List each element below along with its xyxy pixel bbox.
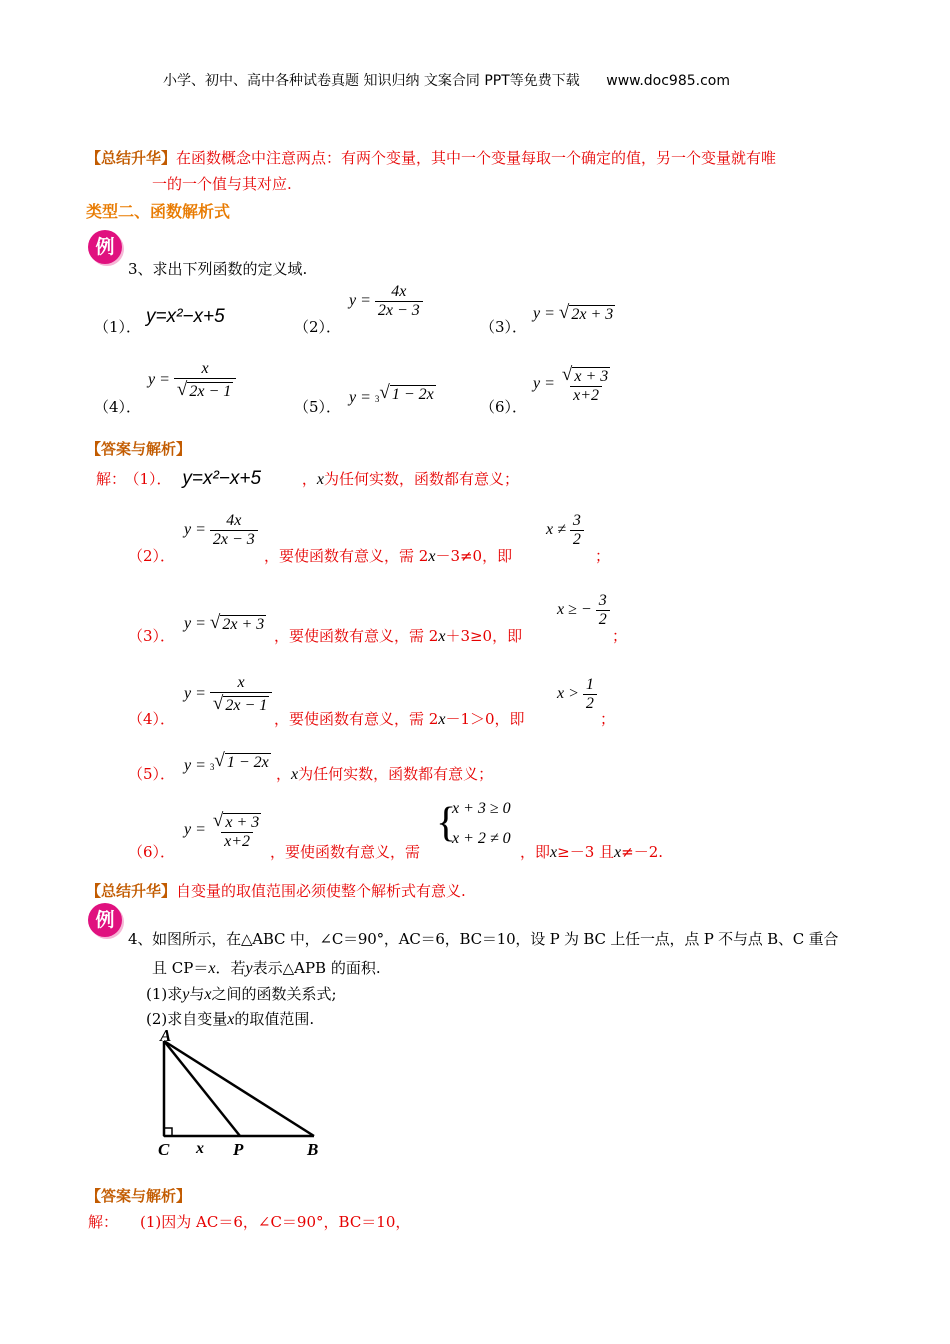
label-p: P <box>233 1140 244 1159</box>
sol4-line-1: 解： (1)因为 AC＝6，∠C＝90°，BC＝10， <box>88 1213 411 1231</box>
sol3-formula-4: y = x √ 2x − 1 <box>184 674 272 715</box>
ex4-q2: (2)求自变量x的取值范围. <box>146 1010 315 1028</box>
ex4-line-1: 4、如图所示，在△ABC 中，∠C＝90°，AC＝6，BC＝10，设 P 为 BC 上任一点，点 P 不与点 B、C 重合 <box>128 930 839 948</box>
sol3-label-3: （3）． <box>128 627 176 645</box>
sol3-formula-2: y = $\frac{4x}{2x - 3}$ <box>184 512 258 549</box>
sol3-label-4: （4）． <box>128 710 176 728</box>
label-x: x <box>196 1140 204 1157</box>
example-badge-icon: 例 <box>88 903 122 937</box>
sol3-formula-5: y = 3 √ 1 − 2x <box>184 750 269 774</box>
formula-1: y=x²−x+5 <box>146 306 225 327</box>
sol3-label-5: （5）． <box>128 765 176 783</box>
page-header <box>163 70 730 90</box>
summary-2: 【总结升华】自变量的取值范围必须使整个解析式有意义. <box>86 882 466 900</box>
sol3-formula-6: y = √ x + 3 x+2 <box>184 810 260 850</box>
triangle-figure <box>150 1025 340 1160</box>
ex3-question: 3、求出下列函数的定义域. <box>128 260 308 278</box>
answer-tag: 【答案与解析】 <box>86 440 192 458</box>
segment-ap <box>164 1041 240 1136</box>
label-b: B <box>307 1140 319 1159</box>
header-url[interactable]: www.doc985.com <box>606 73 730 89</box>
sol3-text-2: ，要使函数有意义，需 2x－3≠0，即 <box>264 547 513 565</box>
answer-tag-2: 【答案与解析】 <box>86 1187 192 1205</box>
ex3-label-3: （3）． <box>480 318 528 336</box>
formula-5: y = 3 √ 1 − 2x <box>349 382 434 406</box>
side-ab <box>164 1041 314 1136</box>
sol3-end-4: ； <box>600 710 616 728</box>
ex4-q1: (1)求y与x之间的函数关系式; <box>146 985 337 1003</box>
sol3-text-6b: ，即x≥－3 且x≠－2. <box>520 843 664 861</box>
sol3-result-3: x ≥ − $\frac{3}{2}$ <box>557 592 610 629</box>
ex3-label-1: （1）． <box>94 318 142 336</box>
label-a: A <box>160 1026 172 1045</box>
sol3-result-2: x ≠ $\frac{3}{2}$ <box>546 512 584 549</box>
header-text: 小学、初中、高中各种试卷真题 知识归纳 文案合同 PPT等免费下载 <box>163 73 580 89</box>
ex4-line-2: 且 CP＝x．若y表示△APB 的面积. <box>152 959 381 977</box>
ex3-label-6: （6）． <box>480 398 528 416</box>
ex3-label-2: （2）． <box>294 318 342 336</box>
sol3-label-2: （2）． <box>128 547 176 565</box>
sol3-line-1: 解： （1）． y=x²−x+5 ，x为任何实数，函数都有意义； <box>96 468 519 489</box>
formula-6: y = √ x + 3 x+2 <box>533 364 609 404</box>
example-badge-icon: 例 <box>88 230 122 264</box>
section-title: 类型二、函数解析式 <box>86 202 231 221</box>
sol3-label-6: （6）． <box>128 843 176 861</box>
sol3-text-6a: ，要使函数有意义，需 <box>270 843 421 861</box>
summary-tag: 【总结升华】 <box>86 149 177 167</box>
sol3-text-4: ，要使函数有意义，需 2x－1＞0，即 <box>274 710 525 728</box>
sol3-end-3: ； <box>612 627 628 645</box>
summary-line-1: 在函数概念中注意两点：有两个变量，其中一个变量每取一个确定的值，另一个变量就有唯 <box>176 149 777 167</box>
sol3-result-4: x > $\frac{1}{2}$ <box>557 676 597 713</box>
ex3-label-5: （5）． <box>294 398 342 416</box>
sol3-text-3: ，要使函数有意义，需 2x＋3≥0，即 <box>274 627 523 645</box>
sol3-formula-3: y = √ 2x + 3 <box>184 612 265 633</box>
sol3-end-2: ； <box>595 547 611 565</box>
sol3-text-5: ，x为任何实数，函数都有意义； <box>276 765 494 783</box>
summary-1-line-2: 一的一个值与其对应. <box>152 175 292 193</box>
formula-3: y = √ 2x + 3 <box>533 302 614 323</box>
summary-1 <box>86 147 776 168</box>
formula-4: y = x √ 2x − 1 <box>148 360 236 401</box>
formula-2: y = $\frac{4x}{2x - 3}$ <box>349 283 423 320</box>
label-c: C <box>158 1140 170 1159</box>
ex3-label-4: （4）． <box>94 398 142 416</box>
